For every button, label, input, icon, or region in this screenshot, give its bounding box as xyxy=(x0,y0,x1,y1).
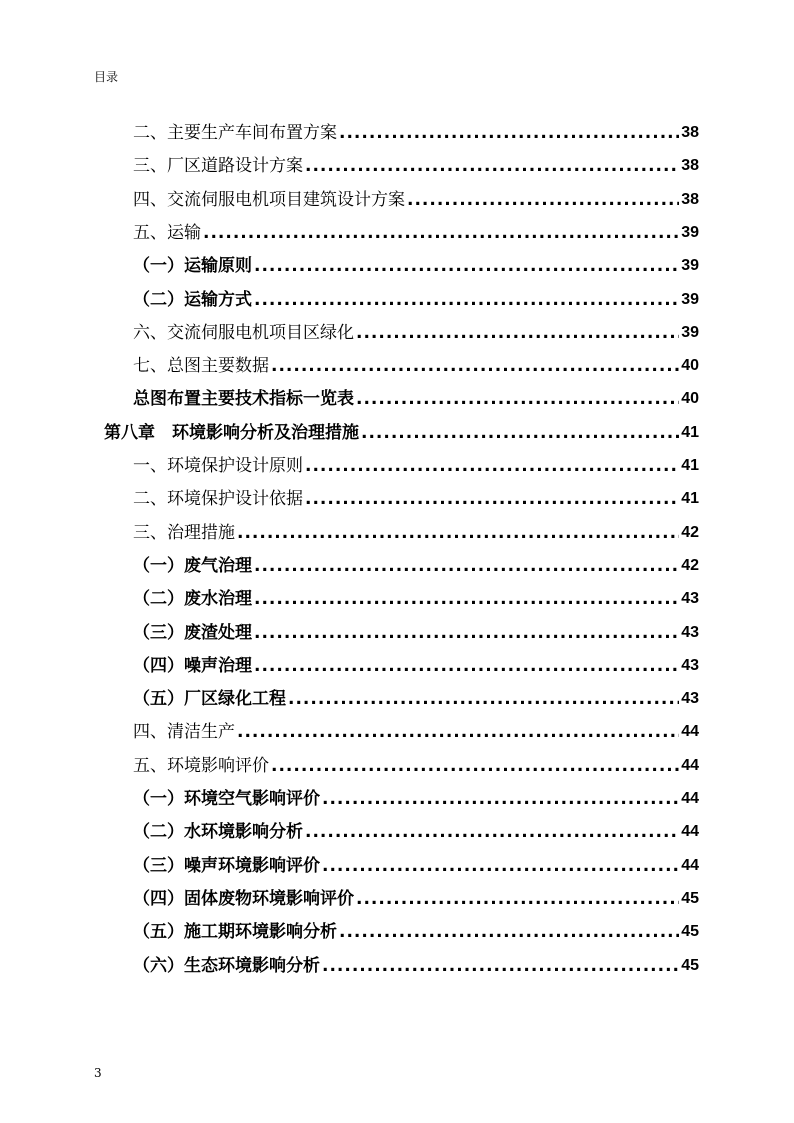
toc-entry-page: 45 xyxy=(681,956,699,974)
toc-entry[interactable] xyxy=(133,751,699,781)
toc-entry-title: 三、治理措施 xyxy=(133,522,235,543)
toc-entry-title: 一、环境保护设计原则 xyxy=(133,456,303,476)
toc-entry[interactable] xyxy=(133,318,699,348)
toc-entry[interactable] xyxy=(133,518,699,548)
toc-entry-title: 三、厂区道路设计方案 xyxy=(133,156,303,177)
toc-dot-leader xyxy=(254,584,679,614)
toc-entry[interactable] xyxy=(133,285,699,315)
toc-dot-leader xyxy=(254,651,679,681)
toc-entry-page: 45 xyxy=(681,923,699,941)
toc-entry-page: 41 xyxy=(681,423,699,441)
toc-entry[interactable] xyxy=(133,118,699,148)
toc-entry-title: （二）废水治理 xyxy=(133,589,252,610)
toc-entry[interactable] xyxy=(133,784,699,814)
toc-entry-title: （四）噪声治理 xyxy=(133,655,252,676)
toc-entry-title: （二）水环境影响分析 xyxy=(133,822,303,843)
toc-dot-leader xyxy=(237,717,679,747)
toc-entry-page: 42 xyxy=(681,556,699,574)
toc-entry-page: 43 xyxy=(681,623,699,641)
toc-entry-title: 五、环境影响评价 xyxy=(133,755,269,776)
toc-entry[interactable] xyxy=(133,951,699,981)
toc-entry-page: 38 xyxy=(681,157,699,175)
toc-dot-leader xyxy=(254,618,679,648)
page-number: 3 xyxy=(94,1066,102,1080)
toc-entry[interactable] xyxy=(133,351,699,381)
toc-entry[interactable] xyxy=(133,551,699,581)
toc-dot-leader xyxy=(356,884,679,914)
toc-entry-page: 41 xyxy=(681,457,699,474)
toc-entry-title: 第八章 环境影响分析及治理措施 xyxy=(104,422,359,443)
toc-entry-title: 六、交流伺服电机项目区绿化 xyxy=(133,322,354,343)
toc-dot-leader xyxy=(339,118,679,148)
toc-entry-title: 四、交流伺服电机项目建筑设计方案 xyxy=(133,189,405,210)
toc-entry-title: （一）废气治理 xyxy=(133,555,252,576)
toc-dot-leader xyxy=(361,418,679,448)
toc-dot-leader xyxy=(203,218,679,248)
toc-dot-leader xyxy=(339,917,679,947)
toc-entry-title: （一）环境空气影响评价 xyxy=(133,789,320,809)
toc-entry[interactable] xyxy=(133,584,699,614)
toc-entry[interactable] xyxy=(133,151,699,181)
toc-dot-leader xyxy=(407,185,679,215)
toc-entry-page: 41 xyxy=(681,490,699,508)
toc-entry[interactable] xyxy=(133,717,699,747)
toc-entry[interactable] xyxy=(133,817,699,847)
toc-entry-page: 43 xyxy=(681,590,699,608)
toc-entry-page: 43 xyxy=(681,690,699,708)
toc-dot-leader xyxy=(237,518,679,548)
toc-entry-page: 42 xyxy=(681,523,699,541)
toc-dot-leader xyxy=(271,351,679,381)
toc-entry[interactable] xyxy=(133,618,699,648)
page-header: 目录 xyxy=(94,70,119,84)
toc-dot-leader xyxy=(254,251,679,281)
toc-entry-title: （四）固体废物环境影响评价 xyxy=(133,888,354,909)
toc-entry[interactable] xyxy=(133,484,699,514)
toc-entry-title: （三）废渣处理 xyxy=(133,622,252,643)
toc-entry-page: 39 xyxy=(681,290,699,308)
toc-dot-leader xyxy=(254,285,679,315)
toc-entry-page: 40 xyxy=(681,357,699,375)
toc-dot-leader xyxy=(322,851,679,881)
toc-entry[interactable] xyxy=(133,884,699,914)
toc-entry[interactable] xyxy=(133,651,699,681)
toc-dot-leader xyxy=(305,151,679,181)
toc-entry-page: 44 xyxy=(681,756,699,774)
toc-entry-page: 44 xyxy=(681,723,699,741)
toc-dot-leader xyxy=(322,951,679,981)
toc-dot-leader xyxy=(305,451,679,481)
toc-entry-title: 五、运输 xyxy=(133,222,201,243)
toc-entry[interactable] xyxy=(133,451,699,481)
toc-dot-leader xyxy=(271,751,679,781)
toc-entry-title: （一）运输原则 xyxy=(133,256,252,277)
toc-dot-leader xyxy=(356,384,679,414)
toc-entry-title: 总图布置主要技术指标一览表 xyxy=(133,389,354,410)
toc-entry-page: 38 xyxy=(681,190,699,208)
toc-entry[interactable] xyxy=(133,185,699,215)
toc-dot-leader xyxy=(322,784,679,814)
toc-entry-page: 40 xyxy=(681,390,699,408)
toc-entry-page: 45 xyxy=(681,889,699,907)
toc-entry-page: 39 xyxy=(681,223,699,241)
toc-entry-title: 四、清洁生产 xyxy=(133,722,235,743)
toc-entry-title: 七、总图主要数据 xyxy=(133,356,269,377)
toc-entry[interactable] xyxy=(133,251,699,281)
toc-dot-leader xyxy=(305,484,679,514)
toc-entry-page: 44 xyxy=(681,823,699,841)
toc-entry-title: （六）生态环境影响分析 xyxy=(133,955,320,976)
toc-dot-leader xyxy=(254,551,679,581)
toc-entry-page: 39 xyxy=(681,323,699,341)
toc-entry[interactable] xyxy=(133,218,699,248)
toc-dot-leader xyxy=(356,318,679,348)
toc-entry-title: （三）噪声环境影响评价 xyxy=(133,855,320,876)
toc-entry-title: （二）运输方式 xyxy=(133,289,252,310)
toc-entry[interactable] xyxy=(104,418,699,448)
toc-entry-title: （五）厂区绿化工程 xyxy=(133,689,286,710)
toc-entry-page: 38 xyxy=(681,124,699,141)
toc-entry-page: 39 xyxy=(681,257,699,275)
toc-entry-title: 二、主要生产车间布置方案 xyxy=(133,123,337,143)
toc-dot-leader xyxy=(288,684,679,714)
toc-entry[interactable] xyxy=(133,917,699,947)
toc-entry-page: 43 xyxy=(681,656,699,674)
toc-entry[interactable] xyxy=(133,851,699,881)
toc-entry-title: （五）施工期环境影响分析 xyxy=(133,922,337,943)
toc-dot-leader xyxy=(305,817,679,847)
toc-entry[interactable] xyxy=(133,684,699,714)
toc-entry-page: 44 xyxy=(681,790,699,807)
toc-entry-title: 二、环境保护设计依据 xyxy=(133,489,303,510)
toc-entry[interactable] xyxy=(133,384,699,414)
toc-entry-page: 44 xyxy=(681,856,699,874)
